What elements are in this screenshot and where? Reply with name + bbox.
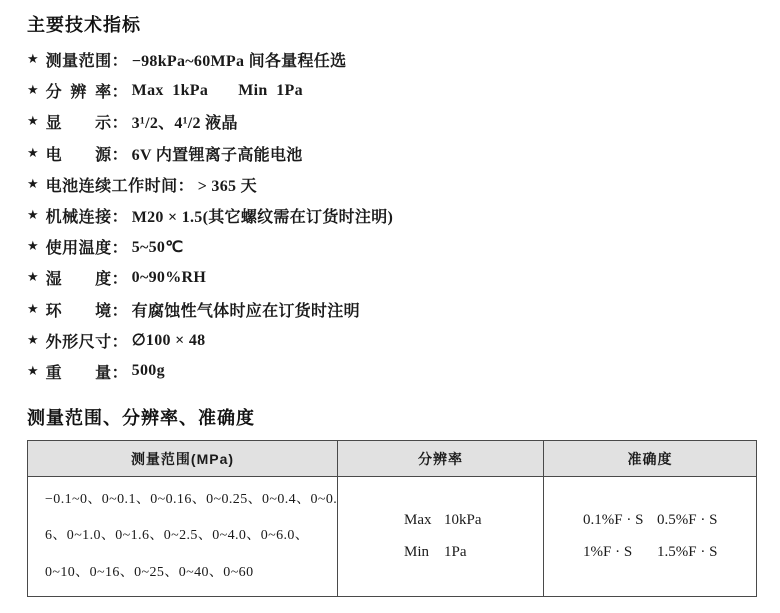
spec-label: 电源 [45, 146, 112, 164]
spec-value: 5~50℃ [131, 238, 184, 256]
star-bullet-icon: ★ [27, 301, 39, 317]
spec-colon: ： [177, 177, 194, 195]
accuracy-value: 0.1%F · S [583, 512, 644, 528]
star-bullet-icon: ★ [27, 83, 39, 99]
spec-label: 使用温度 [45, 240, 112, 258]
spec-colon: ： [111, 115, 128, 133]
range-line: 6、0~1.0、0~1.6、0~2.5、0~4.0、0~6.0、 [45, 528, 310, 544]
resolution-key: Max [404, 512, 432, 528]
star-bullet-icon: ★ [27, 208, 39, 224]
table-cell-resolution [338, 477, 544, 596]
spec-value: > 365 天 [197, 177, 257, 195]
spec-colon: ： [111, 302, 128, 320]
range-line: 0~10、0~16、0~25、0~40、0~60 [45, 564, 254, 580]
table-header-row [28, 441, 756, 477]
spec-colon: ： [111, 84, 128, 102]
spec-label: 重量 [45, 364, 112, 382]
spec-table [27, 440, 757, 597]
spec-value: 0~90%RH [131, 268, 207, 286]
table-header-accuracy: 准确度 [627, 450, 673, 467]
spec-value: 500g [131, 362, 165, 380]
spec-label: 湿度 [45, 271, 112, 289]
spec-label: 外形尺寸 [45, 333, 112, 351]
spec-label: 测量范围 [45, 53, 112, 71]
spec-value: 6V 内置锂离子高能电池 [131, 146, 303, 164]
spec-value: 3¹/2、4¹/2 液晶 [131, 115, 238, 133]
star-bullet-icon: ★ [27, 332, 39, 348]
spec-label: 分辨率 [45, 84, 112, 102]
spec-colon: ： [111, 209, 128, 227]
spec-item-resolution [27, 75, 767, 106]
spec-item-measurement-range [27, 44, 767, 75]
star-bullet-icon: ★ [27, 363, 39, 379]
resolution-value: 1Pa [444, 544, 467, 560]
spec-item-humidity [27, 262, 767, 293]
spec-label: 显示 [45, 115, 112, 133]
spec-value: −98kPa~60MPa 间各量程任选 [131, 53, 347, 71]
resolution-row-max [404, 512, 543, 529]
accuracy-row-2 [583, 544, 756, 561]
accuracy-value: 0.5%F · S [657, 512, 718, 528]
table-cell-measurement-range [28, 477, 338, 596]
spec-colon: ： [111, 146, 128, 164]
table-header-measurement-range: 测量范围(MPa) [28, 441, 338, 476]
spec-item-battery-life [27, 169, 767, 200]
spec-item-weight [27, 356, 767, 387]
accuracy-row-1 [583, 512, 756, 529]
resolution-row-min [404, 544, 543, 561]
spec-colon: ： [111, 333, 128, 351]
resolution-value: 10kPa [444, 512, 482, 528]
spec-colon: ： [111, 271, 128, 289]
spec-value: M20 × 1.5(其它螺纹需在订货时注明) [131, 209, 394, 227]
spec-list [27, 44, 767, 387]
spec-value: Max 1kPa Min 1Pa [131, 81, 303, 99]
star-bullet-icon: ★ [27, 52, 39, 68]
page-title-range-table: 测量范围、分辨率、准确度 [27, 408, 255, 428]
table-cell-accuracy [544, 477, 756, 596]
star-bullet-icon: ★ [27, 114, 39, 130]
star-bullet-icon: ★ [27, 176, 39, 192]
spec-item-environment [27, 294, 767, 325]
spec-item-mechanical-connection [27, 200, 767, 231]
spec-colon: ： [111, 364, 128, 382]
resolution-key: Min [404, 544, 430, 560]
spec-item-operating-temperature [27, 231, 767, 262]
spec-item-dimensions [27, 325, 767, 356]
star-bullet-icon: ★ [27, 270, 39, 286]
star-bullet-icon: ★ [27, 239, 39, 255]
range-line: −0.1~0、0~0.1、0~0.16、0~0.25、0~0.4、0~0. [45, 491, 338, 507]
table-header-resolution: 分辨率 [338, 441, 544, 476]
spec-colon: ： [111, 240, 128, 258]
accuracy-value: 1%F · S [583, 544, 633, 560]
star-bullet-icon: ★ [27, 145, 39, 161]
page-title-main-specs: 主要技术指标 [27, 15, 141, 35]
spec-label: 环境 [45, 302, 112, 320]
spec-label: 电池连续工作时间 [45, 177, 178, 195]
accuracy-value: 1.5%F · S [657, 544, 718, 560]
spec-colon: ： [111, 53, 128, 71]
spec-value: 有腐蚀性气体时应在订货时注明 [131, 302, 360, 320]
spec-label: 机械连接 [45, 209, 112, 227]
table-body-row [28, 477, 756, 596]
spec-value: ∅100 × 48 [131, 332, 206, 350]
spec-item-display [27, 106, 767, 137]
spec-item-power [27, 138, 767, 169]
